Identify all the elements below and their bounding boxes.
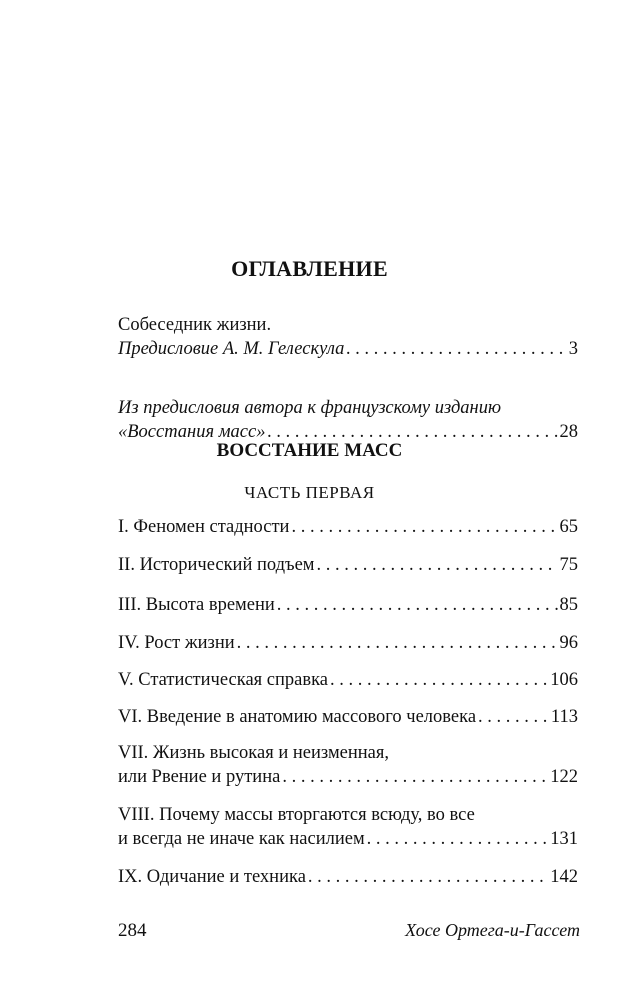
entry-title: VI. Введение в анатомию массового человека [118,707,477,727]
entry-title: III. Высота времени [118,595,275,615]
entry-title: II. Исторический подъем [118,555,315,575]
toc-entry-chapter[interactable] [118,741,578,789]
dot-leader [308,865,548,889]
entry-page: 28 [559,422,578,442]
toc-entry-chapter[interactable] [118,631,578,655]
entry-line1: VIII. Почему массы вторгаются всюду, во все [118,805,475,825]
running-author: Хосе Ортега-и-Гассет [405,920,580,940]
page-number: 284 [118,920,147,941]
toc-title: ОГЛАВЛЕНИЕ [231,256,388,281]
entry-line1: VII. Жизнь высокая и неизменная, [118,743,390,763]
dot-leader [237,631,558,655]
dot-leader [330,668,548,692]
toc-entry-chapter[interactable] [118,865,578,889]
dot-leader [317,553,558,577]
toc-entry-author-preface[interactable] [118,396,578,444]
entry-title: IV. Рост жизни [118,633,235,653]
entry-line1: Собеседник жизни. [118,315,272,335]
toc-entry-chapter[interactable] [118,668,578,692]
entry-title: и всегда не иначе как насилием [118,829,365,849]
entry-page: 85 [559,595,578,615]
part-title: ЧАСТЬ ПЕРВАЯ [244,483,375,502]
entry-title: или Рвение и рутина [118,767,281,787]
toc-entry-chapter[interactable] [118,593,578,617]
dot-leader [277,593,558,617]
entry-page: 131 [550,829,578,849]
entry-page: 96 [559,633,578,653]
entry-title: V. Статистическая справка [118,670,329,690]
entry-page: 142 [550,867,578,887]
dot-leader [291,515,557,539]
entry-page: 106 [550,670,578,690]
entry-page: 3 [568,339,578,359]
toc-entry-chapter[interactable] [118,705,578,729]
entry-page: 113 [550,707,578,727]
entry-page: 65 [559,517,578,537]
dot-leader [478,705,549,729]
entry-page: 75 [559,555,578,575]
toc-entry-chapter[interactable] [118,803,578,851]
entry-page: 122 [550,767,578,787]
dot-leader [346,337,566,361]
dot-leader [367,827,549,851]
dot-leader [282,765,548,789]
entry-title: Предисловие А. М. Гелескула [118,339,345,359]
toc-entry-foreword[interactable] [118,313,578,361]
entry-title: I. Феномен стадности [118,517,290,537]
toc-entry-chapter[interactable] [118,515,578,539]
page-footer [118,920,580,942]
entry-title: «Восстания масс» [118,422,266,442]
toc-entry-chapter[interactable] [118,553,578,577]
entry-line1: Из предисловия автора к французскому изданию [118,398,502,418]
book-title: ВОССТАНИЕ МАСС [216,440,403,461]
entry-title: IX. Одичание и техника [118,867,306,887]
